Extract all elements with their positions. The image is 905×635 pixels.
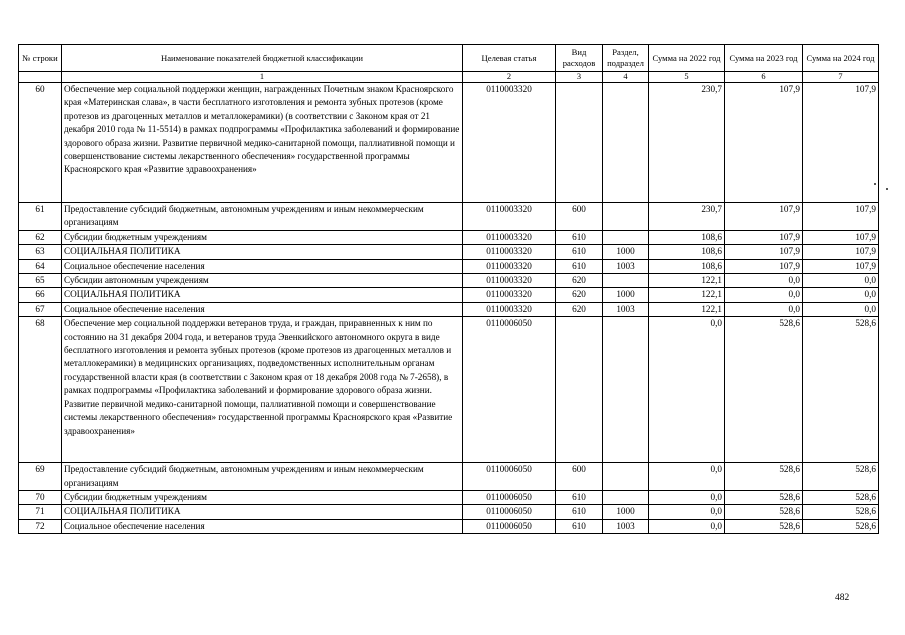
row-target: 0110003320: [463, 203, 556, 231]
row-razdel: [603, 203, 649, 231]
row-name: Социальное обеспечение населения: [62, 259, 463, 273]
row-sum-2022: 108,6: [649, 259, 725, 273]
scan-speck: [886, 188, 888, 190]
table-body: [19, 83, 879, 534]
row-razdel: [603, 463, 649, 491]
row-target: 0110006050: [463, 317, 556, 463]
row-target: 0110006050: [463, 519, 556, 533]
column-number: 5: [649, 72, 725, 83]
row-name: СОЦИАЛЬНАЯ ПОЛИТИКА: [62, 505, 463, 519]
row-number: 72: [19, 519, 62, 533]
table-row: [19, 83, 879, 203]
row-target: 0110003320: [463, 288, 556, 302]
column-number: 2: [463, 72, 556, 83]
row-sum-2022: 108,6: [649, 245, 725, 259]
row-vid: 620: [556, 302, 603, 316]
row-name: Предоставление субсидий бюджетным, автономным учреждениям и иным некоммерческим организациям: [62, 203, 463, 231]
row-sum-2022: 122,1: [649, 274, 725, 288]
row-vid: 610: [556, 505, 603, 519]
table-row: [19, 259, 879, 273]
table-row: [19, 519, 879, 533]
scan-speck: [874, 183, 876, 185]
row-razdel: 1003: [603, 519, 649, 533]
table-row: [19, 317, 879, 463]
row-vid: 600: [556, 203, 603, 231]
row-name: Социальное обеспечение населения: [62, 302, 463, 316]
row-sum-2024: 107,9: [803, 83, 879, 203]
table-row: [19, 491, 879, 505]
row-razdel: [603, 83, 649, 203]
row-number: 64: [19, 259, 62, 273]
row-vid: 620: [556, 274, 603, 288]
row-name: СОЦИАЛЬНАЯ ПОЛИТИКА: [62, 245, 463, 259]
header-sum-2022: Сумма на 2022 год: [649, 45, 725, 72]
row-vid: 610: [556, 230, 603, 244]
row-vid: [556, 83, 603, 203]
page-number: 482: [835, 593, 850, 603]
header-sum-2024: Сумма на 2024 год: [803, 45, 879, 72]
row-sum-2023: 528,6: [725, 463, 803, 491]
row-target: 0110003320: [463, 274, 556, 288]
row-vid: [556, 317, 603, 463]
column-number: 1: [62, 72, 463, 83]
row-number: 69: [19, 463, 62, 491]
table-row: [19, 288, 879, 302]
row-sum-2023: 107,9: [725, 83, 803, 203]
header-section: Раздел, подраздел: [603, 45, 649, 72]
header-row-number: № строки: [19, 45, 62, 72]
row-razdel: 1003: [603, 259, 649, 273]
table-row: [19, 302, 879, 316]
row-number: 68: [19, 317, 62, 463]
row-vid: 610: [556, 245, 603, 259]
column-number: 7: [803, 72, 879, 83]
row-sum-2023: 528,6: [725, 519, 803, 533]
row-number: 67: [19, 302, 62, 316]
row-name: Субсидии автономным учреждениям: [62, 274, 463, 288]
header-expense-type: Вид расходов: [556, 45, 603, 72]
row-sum-2022: 0,0: [649, 317, 725, 463]
row-sum-2024: 107,9: [803, 245, 879, 259]
column-number: 4: [603, 72, 649, 83]
column-number: 6: [725, 72, 803, 83]
row-sum-2023: 107,9: [725, 203, 803, 231]
row-razdel: [603, 317, 649, 463]
row-sum-2023: 528,6: [725, 317, 803, 463]
row-number: 62: [19, 230, 62, 244]
row-target: 0110006050: [463, 505, 556, 519]
row-sum-2024: 0,0: [803, 288, 879, 302]
row-number: 65: [19, 274, 62, 288]
header-row: [19, 45, 879, 72]
row-name: Предоставление субсидий бюджетным, автономным учреждениям и иным некоммерческим организациям: [62, 463, 463, 491]
row-vid: 610: [556, 259, 603, 273]
row-sum-2024: 107,9: [803, 203, 879, 231]
row-sum-2024: 528,6: [803, 519, 879, 533]
row-sum-2023: 528,6: [725, 491, 803, 505]
row-number: 61: [19, 203, 62, 231]
row-sum-2024: 0,0: [803, 274, 879, 288]
row-name: СОЦИАЛЬНАЯ ПОЛИТИКА: [62, 288, 463, 302]
row-sum-2024: 0,0: [803, 302, 879, 316]
row-target: 0110003320: [463, 302, 556, 316]
table-row: [19, 463, 879, 491]
row-razdel: 1003: [603, 302, 649, 316]
table-row: [19, 505, 879, 519]
row-razdel: 1000: [603, 505, 649, 519]
row-name: Субсидии бюджетным учреждениям: [62, 491, 463, 505]
header-target-article: Целевая статья: [463, 45, 556, 72]
row-vid: 610: [556, 491, 603, 505]
row-sum-2022: 0,0: [649, 463, 725, 491]
row-sum-2023: 107,9: [725, 230, 803, 244]
row-target: 0110003320: [463, 83, 556, 203]
row-sum-2023: 0,0: [725, 288, 803, 302]
row-sum-2022: 122,1: [649, 288, 725, 302]
row-number: 71: [19, 505, 62, 519]
row-target: 0110003320: [463, 245, 556, 259]
row-name: Субсидии бюджетным учреждениям: [62, 230, 463, 244]
table-row: [19, 203, 879, 231]
row-razdel: 1000: [603, 288, 649, 302]
table-row: [19, 230, 879, 244]
row-target: 0110003320: [463, 259, 556, 273]
row-sum-2024: 528,6: [803, 463, 879, 491]
header-name: Наименование показателей бюджетной классификации: [62, 45, 463, 72]
row-sum-2022: 108,6: [649, 230, 725, 244]
row-target: 0110006050: [463, 491, 556, 505]
table-header: [19, 45, 879, 83]
row-razdel: [603, 274, 649, 288]
row-sum-2024: 107,9: [803, 230, 879, 244]
row-vid: 610: [556, 519, 603, 533]
row-vid: 620: [556, 288, 603, 302]
row-sum-2023: 0,0: [725, 274, 803, 288]
row-sum-2022: 122,1: [649, 302, 725, 316]
row-sum-2023: 107,9: [725, 259, 803, 273]
row-sum-2022: 0,0: [649, 491, 725, 505]
row-name: Социальное обеспечение населения: [62, 519, 463, 533]
row-sum-2024: 528,6: [803, 317, 879, 463]
column-number-row: [19, 72, 879, 83]
row-number: 60: [19, 83, 62, 203]
budget-table: [18, 44, 879, 534]
row-razdel: 1000: [603, 245, 649, 259]
row-sum-2023: 0,0: [725, 302, 803, 316]
row-vid: 600: [556, 463, 603, 491]
row-number: 63: [19, 245, 62, 259]
row-sum-2022: 0,0: [649, 519, 725, 533]
row-sum-2024: 528,6: [803, 505, 879, 519]
table-row: [19, 245, 879, 259]
row-name: Обеспечение мер социальной поддержки ветеранов труда, и граждан, приравненных к ним по состоянию на 31 декабря 2004 года, и ветеранов труда Эвенкийского автономного округа в виде бесплатного изготовления и ремонта зубных протезов (кроме протезов из драгоценных металлов и металлокерамики) в медицинских организациях, подведомственных исполнительным органам государственной власти края (в соответствии с Законом края от 18 декабря 2008 года № 7-2658), в рамках подпрограммы «Профилактика заболеваний и формирование здорового образа жизни. Развитие первичной медико-санитарной помощи, паллиативной помощи и совершенствование системы лекарственного обеспечения» государственной программы Красноярского края «Развитие здравоохранения»: [62, 317, 463, 463]
header-sum-2023: Сумма на 2023 год: [725, 45, 803, 72]
row-number: 70: [19, 491, 62, 505]
row-sum-2022: 230,7: [649, 203, 725, 231]
row-name: Обеспечение мер социальной поддержки женщин, награжденных Почетным знаком Красноярского края «Материнская слава», в части бесплатного изготовления и ремонта зубных протезов (кроме протезов из драгоценных металлов и металлокерамики) (в соответствии с Законом края от 21 декабря 2010 года № 11-5514) в рамках подпрограммы «Профилактика заболеваний и формирование здорового образа жизни. Развитие первичной медико-санитарной помощи, паллиативной помощи и совершенствование системы лекарственного обеспечения» государственной программы Красноярского края «Развитие здравоохранения»: [62, 83, 463, 203]
column-number-empty: [19, 72, 62, 83]
row-sum-2023: 528,6: [725, 505, 803, 519]
row-number: 66: [19, 288, 62, 302]
row-target: 0110006050: [463, 463, 556, 491]
row-sum-2022: 0,0: [649, 505, 725, 519]
row-target: 0110003320: [463, 230, 556, 244]
row-sum-2024: 528,6: [803, 491, 879, 505]
table-row: [19, 274, 879, 288]
row-sum-2024: 107,9: [803, 259, 879, 273]
row-razdel: [603, 230, 649, 244]
column-number: 3: [556, 72, 603, 83]
row-razdel: [603, 491, 649, 505]
row-sum-2023: 107,9: [725, 245, 803, 259]
row-sum-2022: 230,7: [649, 83, 725, 203]
